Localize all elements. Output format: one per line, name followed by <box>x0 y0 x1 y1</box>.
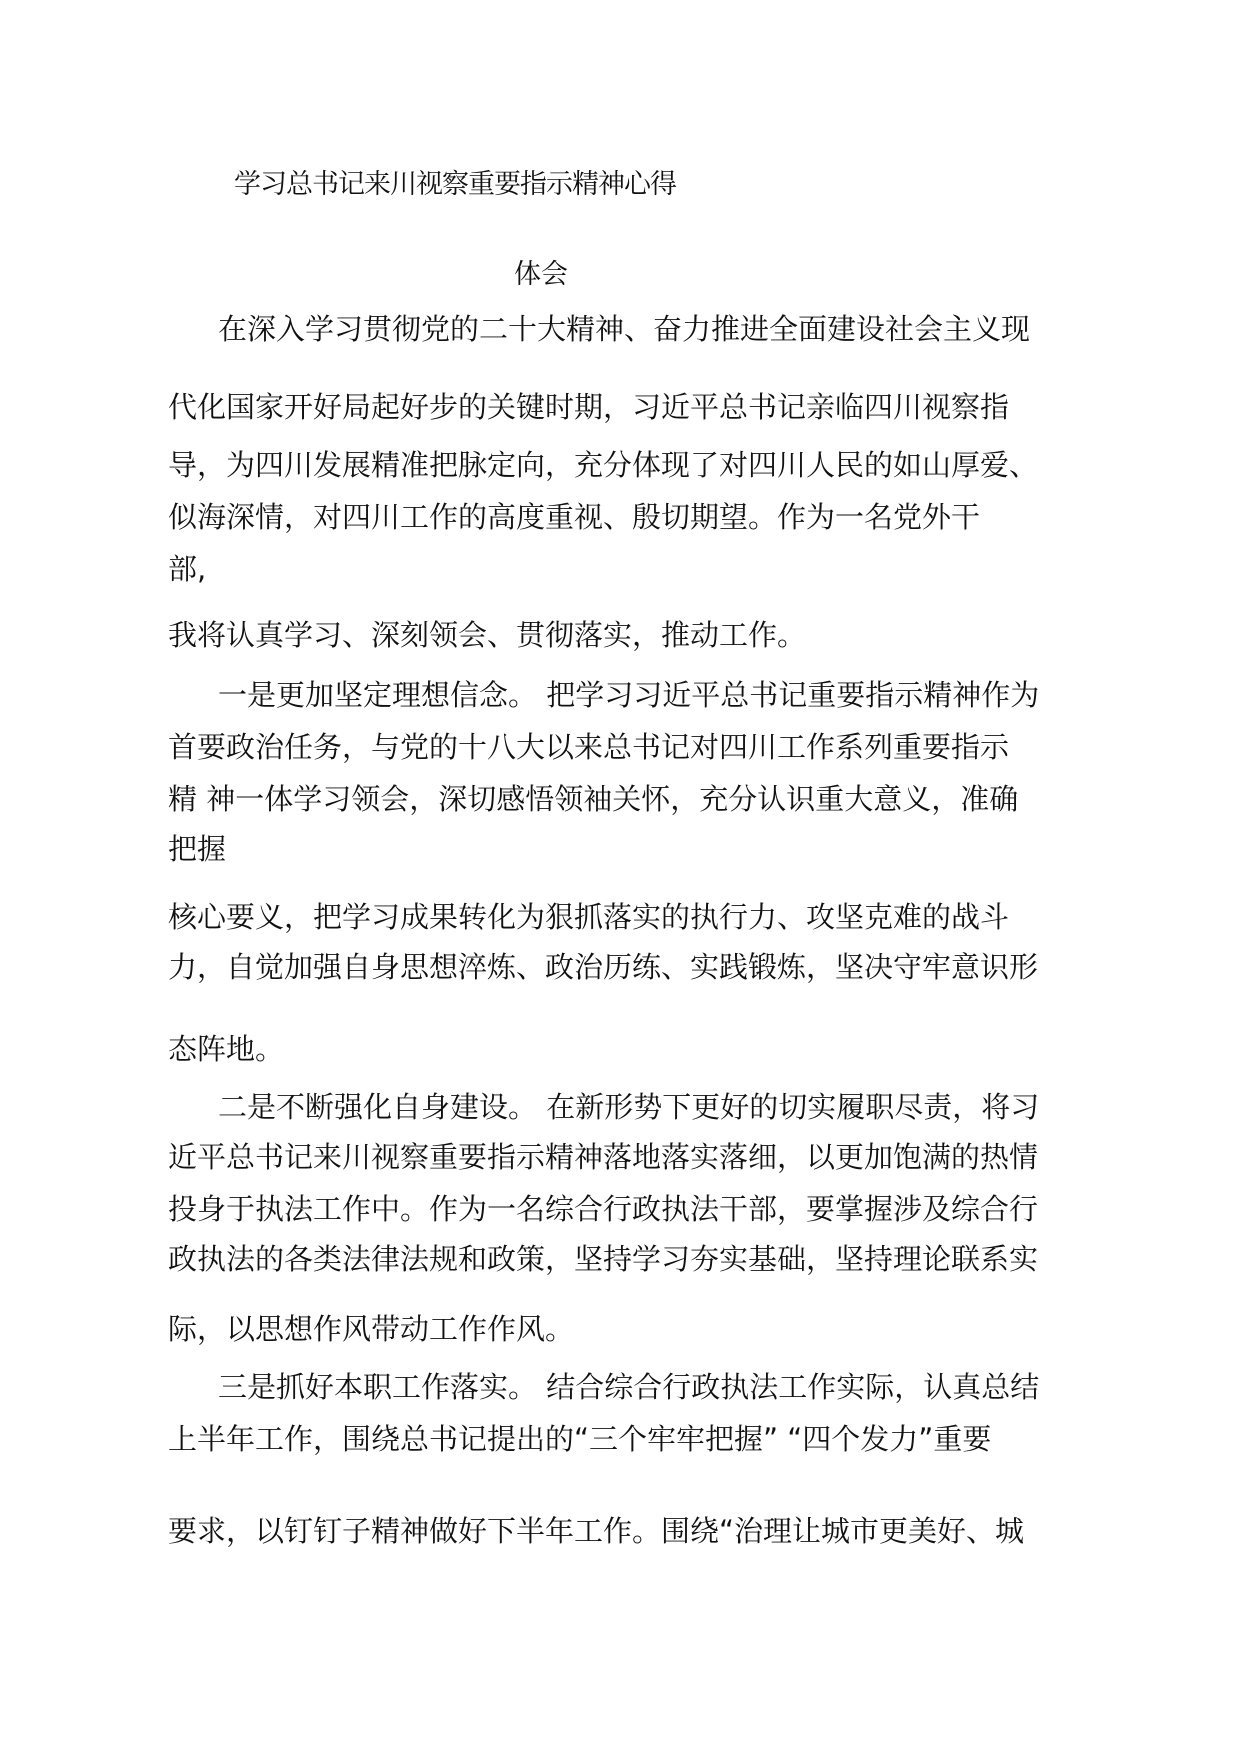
body-line: 似海深情，对四川工作的高度重视、殷切期望。作为一名党外干 <box>168 500 981 534</box>
document-title-continued: 体会 <box>514 259 568 290</box>
body-line: 际，以思想作风带动工作作风。 <box>168 1312 575 1346</box>
body-line: 态阵地。 <box>168 1032 285 1066</box>
body-line: 要求，以钉钉子精神做好下半年工作。围绕“治理让城市更美好、城 <box>168 1514 1025 1548</box>
body-line: 导，为四川发展精准把脉定向，充分体现了对四川人民的如山厚爱、 <box>168 448 1039 482</box>
body-line: 近平总书记来川视察重要指示精神落地落实落细，以更加饱满的热情 <box>168 1140 1039 1174</box>
body-line: 我将认真学习、深刻领会、贯彻落实，推动工作。 <box>168 618 807 652</box>
body-line: 在深入学习贯彻党的二十大精神、奋力推进全面建设社会主义现 <box>218 312 1031 346</box>
paragraph-heading-line: 二是不断强化自身建设。 在新形势下更好的切实履职尽责，将习 <box>218 1090 1040 1124</box>
body-line: 投身于执法工作中。作为一名综合行政执法干部，要掌握涉及综合行 <box>168 1192 1039 1226</box>
body-line: 首要政治任务，与党的十八大以来总书记对四川工作系列重要指示 <box>168 730 1010 764</box>
paragraph-heading-line: 一是更加坚定理想信念。 把学习习近平总书记重要指示精神作为 <box>218 678 1040 712</box>
document-title: 学习总书记来川视察重要指示精神心得 <box>234 169 676 200</box>
body-line: 核心要义，把学习成果转化为狠抓落实的执行力、攻坚克难的战斗 <box>168 900 1010 934</box>
body-line: 力，自觉加强自身思想淬炼、政治历练、实践锻炼，坚决守牢意识形 <box>168 950 1039 984</box>
paragraph-heading-line: 三是抓好本职工作落实。 结合综合行政执法工作实际，认真总结 <box>218 1370 1040 1404</box>
body-line: 部, <box>168 552 207 586</box>
body-line: 上半年工作，围绕总书记提出的“三个牢牢把握” “四个发力”重要 <box>168 1422 992 1456</box>
body-line: 把握 <box>168 832 227 866</box>
body-line: 精 神一体学习领会，深切感悟领袖关怀，充分认识重大意义，准确 <box>168 782 1019 816</box>
body-line: 代化国家开好局起好步的关键时期，习近平总书记亲临四川视察指 <box>168 390 1010 424</box>
body-line: 政执法的各类法律法规和政策，坚持学习夯实基础，坚持理论联系实 <box>168 1242 1039 1276</box>
